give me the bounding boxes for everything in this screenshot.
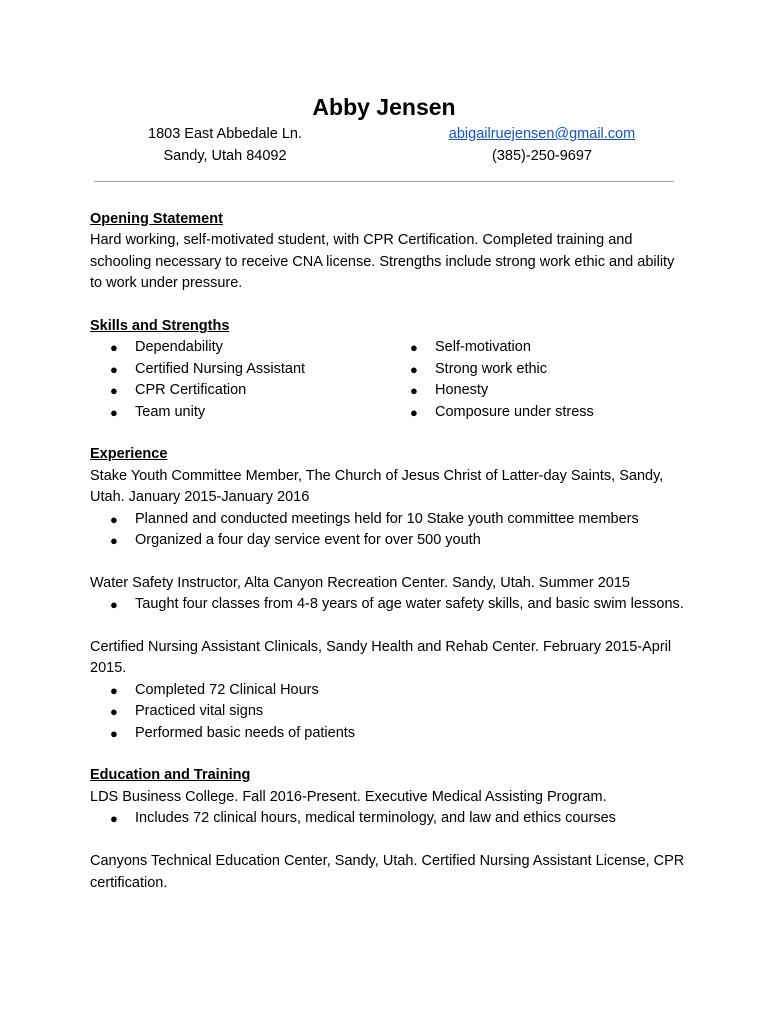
skill-item	[90, 359, 390, 380]
bullet-icon: ●	[410, 383, 418, 399]
skill-item	[90, 402, 390, 423]
bullet-icon: ●	[110, 361, 118, 377]
bullet-icon: ●	[110, 682, 118, 698]
skill-item-text: Dependability	[135, 339, 223, 356]
bullet-icon: ●	[110, 340, 118, 356]
skill-item-text: CPR Certification	[135, 382, 247, 399]
bullet-icon: ●	[110, 404, 118, 420]
section-heading-opening: Opening Statement	[90, 211, 223, 227]
email-link[interactable]: abigailruejensen@gmail.com	[448, 126, 636, 142]
skill-item-text: Self-motivation	[435, 339, 531, 356]
experience-entry-bullets	[90, 680, 690, 744]
experience-entry-bullet	[90, 701, 690, 722]
skills-section	[90, 316, 690, 423]
education-entry-bullet	[90, 808, 690, 829]
skill-item-text: Certified Nursing Assistant	[135, 360, 306, 377]
skill-item-text: Composure under stress	[435, 403, 594, 420]
education-entry	[90, 851, 690, 894]
experience-entry-title: Water Safety Instructor, Alta Canyon Recreation Center. Sandy, Utah. Summer 2015	[90, 574, 630, 591]
skill-item	[90, 337, 390, 358]
experience-entry-bullet-text: Completed 72 Clinical Hours	[135, 681, 319, 698]
bullet-icon: ●	[110, 533, 118, 549]
education-section	[90, 765, 690, 893]
experience-entry-title: Stake Youth Committee Member, The Church of Jesus Christ of Latter-day Saints, Sandy, Utah. January 2015-January 2016	[90, 467, 664, 506]
experience-entries	[90, 466, 690, 744]
education-entry	[90, 787, 690, 830]
education-entries	[90, 787, 690, 894]
experience-entry-bullet	[90, 530, 690, 551]
bullet-icon: ●	[110, 704, 118, 720]
address-line-2: Sandy, Utah 84092	[163, 147, 287, 164]
bullet-icon: ●	[410, 404, 418, 420]
experience-entry	[90, 573, 690, 616]
section-heading-experience: Experience	[90, 446, 168, 463]
bullet-icon: ●	[110, 811, 118, 827]
header-divider	[94, 181, 674, 182]
resume-body	[90, 209, 690, 894]
skill-item	[390, 337, 690, 358]
contact-details	[417, 124, 667, 167]
skill-item	[90, 380, 390, 401]
experience-entry-bullet	[90, 723, 690, 744]
opening-statement-text: Hard working, self-motivated student, with CPR Certification. Completed training and schooling necessary to receive CNA license. Strengths include strong work ethic and ability to work under pressure.	[90, 232, 675, 292]
experience-entry	[90, 466, 690, 552]
skill-item-text: Honesty	[435, 382, 489, 399]
skill-item	[390, 380, 690, 401]
skill-item	[390, 359, 690, 380]
experience-entry-bullet	[90, 680, 690, 701]
opening-statement-section	[90, 209, 690, 295]
bullet-icon: ●	[110, 597, 118, 613]
experience-entry-bullet-text: Practiced vital signs	[135, 703, 264, 720]
experience-entry-bullets	[90, 509, 690, 552]
phone-number: (385)-250-9697	[492, 147, 592, 164]
experience-entry-bullet-text: Planned and conducted meetings held for 10 Stake youth committee members	[135, 510, 639, 527]
skills-list-right	[390, 337, 690, 423]
bullet-icon: ●	[110, 725, 118, 741]
skill-item-text: Strong work ethic	[435, 360, 548, 377]
experience-section	[90, 444, 690, 744]
section-heading-skills: Skills and Strengths	[90, 318, 230, 335]
education-entry-bullet-text: Includes 72 clinical hours, medical terminology, and law and ethics courses	[135, 810, 616, 827]
bullet-icon: ●	[410, 340, 418, 356]
experience-entry-title: Certified Nursing Assistant Clinicals, Sandy Health and Rehab Center. February 2015-April 2015.	[90, 639, 672, 677]
resume-name: Abby Jensen	[312, 94, 456, 120]
education-entry-bullets	[90, 808, 690, 829]
experience-entry-bullet-text: Performed basic needs of patients	[135, 724, 356, 741]
education-entry-title: LDS Business College. Fall 2016-Present. Executive Medical Assisting Program.	[90, 788, 607, 805]
experience-entry-bullet	[90, 509, 690, 530]
education-entry-title: Canyons Technical Education Center, Sandy, Utah. Certified Nursing Assistant License, CPR certification.	[90, 853, 685, 891]
bullet-icon: ●	[110, 383, 118, 399]
experience-entry-bullet-text: Taught four classes from 4-8 years of age water safety skills, and basic swim lessons.	[135, 596, 684, 613]
skills-list-left	[90, 337, 390, 423]
address-block	[100, 124, 350, 167]
skill-item-text: Team unity	[135, 403, 206, 420]
section-heading-education: Education and Training	[90, 767, 251, 784]
experience-entry-bullet-text: Organized a four day service event for over 500 youth	[135, 532, 481, 549]
bullet-icon: ●	[410, 361, 418, 377]
experience-entry	[90, 637, 690, 744]
experience-entry-bullets	[90, 594, 690, 615]
experience-entry-bullet	[90, 594, 690, 615]
bullet-icon: ●	[110, 511, 118, 527]
skill-item	[390, 402, 690, 423]
address-line-1: 1803 East Abbedale Ln.	[148, 126, 302, 142]
